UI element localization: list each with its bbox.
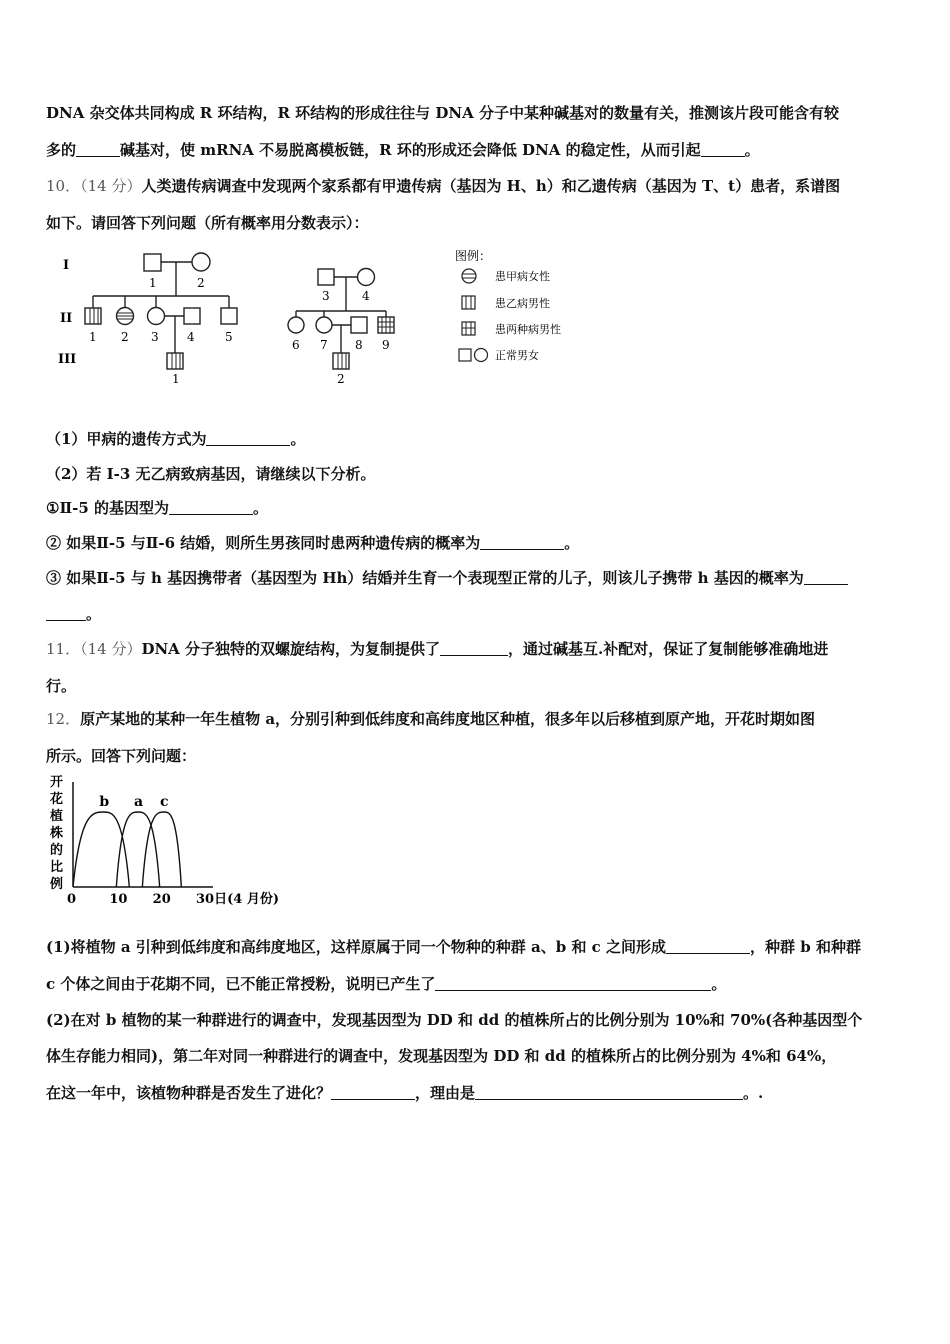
answer-blank[interactable]: [666, 939, 750, 954]
x-tick-label: 20: [152, 892, 171, 907]
answer-blank[interactable]: [804, 570, 848, 585]
x-tick-label: 30日(4 月份): [196, 892, 279, 907]
num-III-2: 2: [337, 372, 345, 386]
num-II-5: 5: [225, 330, 233, 344]
q10-sub-3: ①Ⅱ-5 的基因型为 。: [46, 499, 268, 517]
q11-line-1: 11．（14 分）DNA 分子独特的双螺旋结构，为复制提供了 ，通过碱基互.补配对，保证了复制能够准确地进: [46, 640, 829, 658]
I-1-male: [144, 254, 161, 271]
q10-line-2: 如下。请回答下列问题（所有概率用分数表示）：: [46, 214, 369, 232]
num-II-7: 7: [320, 338, 328, 352]
y-label-char: 比: [50, 860, 64, 875]
curve-c: [142, 812, 181, 887]
I-3-male: [318, 269, 334, 285]
num-II-3: 3: [151, 330, 159, 344]
gen-label-III: III: [58, 352, 77, 367]
series-label-c: c: [160, 794, 169, 810]
II-8-male: [351, 317, 367, 333]
legend-item-3: 患两种病男性: [495, 323, 561, 336]
q12-line-2: 所示。回答下列问题：: [46, 747, 197, 765]
y-label-char: 的: [50, 843, 64, 858]
num-I-2: 2: [197, 276, 205, 290]
gen-label-II: II: [60, 311, 73, 326]
III-2-male-disease-b: [333, 353, 349, 369]
II-6-female: [288, 317, 304, 333]
num-I-3: 3: [322, 289, 330, 303]
y-label-char: 株: [50, 826, 64, 841]
curve-b: [73, 812, 129, 887]
answer-blank[interactable]: [440, 641, 508, 656]
answer-blank[interactable]: [435, 976, 711, 991]
intro-line-1: DNA 杂交体共同构成 R 环结构，R 环结构的形成往往与 DNA 分子中某种碱基对的数量有关，推测该片段可能含有较: [46, 104, 839, 122]
pedigree-figure: [55, 245, 595, 390]
q12-p2-line-2: 体生存能力相同)，第二年对同一种群进行的调查中，发现基因型为 DD 和 dd 的植株所占的比例分别为 4%和 64%，: [46, 1047, 837, 1065]
num-II-1: 1: [89, 330, 97, 344]
q10-sub-5: ③ 如果Ⅱ-5 与 h 基因携带者（基因型为 Hh）结婚并生育一个表现型正常的儿子，则该儿子携带 h 基因的概率为: [46, 567, 848, 588]
pedigree-legend: [455, 248, 561, 362]
II-1-male-disease-b: [85, 308, 101, 324]
q10-sub-1: （1）甲病的遗传方式为 。: [46, 430, 306, 448]
x-tick-label: 0: [67, 892, 77, 907]
answer-blank[interactable]: [76, 142, 120, 157]
num-III-1: 1: [172, 372, 180, 386]
II-3-female: [148, 308, 165, 325]
legend-item-4: 正常男女: [495, 349, 539, 362]
y-label-char: 例: [50, 877, 64, 892]
I-4-female: [358, 269, 375, 286]
legend-title: 图例：: [455, 249, 492, 263]
q12-p1-line-2: c 个体之间由于花期不同，已不能正常授粉，说明已产生了 。: [46, 975, 727, 993]
num-I-1: 1: [149, 276, 157, 290]
II-7-female: [316, 317, 332, 333]
y-label-char: 植: [50, 809, 64, 824]
num-II-2: 2: [121, 330, 129, 344]
answer-blank[interactable]: [206, 431, 290, 446]
II-5-male: [221, 308, 237, 324]
q12-p2-line-3: 在这一年中，该植物种群是否发生了进化？ ，理由是 。.: [46, 1084, 764, 1102]
flowering-chart: [45, 772, 295, 912]
q10-sub-2: （2）若 I-3 无乙病致病基因，请继续以下分析。: [46, 465, 376, 483]
II-4-male: [184, 308, 200, 324]
num-II-4: 4: [187, 330, 195, 344]
legend-item-1: 患甲病女性: [495, 270, 550, 283]
series-label-a: a: [134, 794, 144, 810]
q12-p2-line-1: (2)在对 b 植物的某一种群进行的调查中，发现基因型为 DD 和 dd 的植株所占的比例分别为 10%和 70%(各种基因型个: [46, 1011, 863, 1029]
q12-line-1: 12．原产某地的某种一年生植物 a，分别引种到低纬度和高纬度地区种植，很多年以后移植到原产地，开花时期如图: [46, 710, 816, 728]
y-label-char: 开: [50, 775, 64, 790]
curve-a: [116, 812, 159, 887]
x-tick-label: 10: [109, 892, 128, 907]
answer-blank[interactable]: [331, 1085, 415, 1100]
q10-sub-4: ② 如果Ⅱ-5 与Ⅱ-6 结婚，则所生男孩同时患两种遗传病的概率为 。: [46, 534, 580, 552]
num-II-9: 9: [382, 338, 390, 352]
intro-line-2: 多的 碱基对，使 mRNA 不易脱离模板链，R 环的形成还会降低 DNA 的稳定性，从而引起 。: [46, 141, 760, 159]
answer-blank-cont[interactable]: [46, 606, 86, 621]
gen-label-I: I: [63, 258, 70, 273]
answer-blank[interactable]: [480, 535, 564, 550]
num-II-8: 8: [355, 338, 363, 352]
answer-blank[interactable]: [169, 500, 253, 515]
num-II-6: 6: [292, 338, 300, 352]
legend-item-2: 患乙病男性: [495, 297, 550, 310]
q11-line-2: 行。: [46, 677, 77, 695]
y-axis-label: [49, 774, 63, 892]
q12-p1-line-1: (1)将植物 a 引种到低纬度和高纬度地区，这样原属于同一个物种的种群 a、b 和 c 之间形成 ，种群 b 和种群: [46, 938, 861, 956]
answer-blank[interactable]: [475, 1085, 743, 1100]
III-1-male-disease-b: [167, 353, 183, 369]
num-I-4: 4: [362, 289, 370, 303]
q10-sub-5-cont: 。: [46, 603, 101, 624]
q10-line-1: 10．（14 分）人类遗传病调查中发现两个家系都有甲遗传病（基因为 H、h）和乙遗传病（基因为 T、t）患者，系谱图: [46, 177, 841, 195]
I-2-female: [192, 253, 210, 271]
answer-blank[interactable]: [701, 142, 745, 157]
series-label-b: b: [99, 794, 110, 810]
y-label-char: 花: [50, 792, 64, 807]
